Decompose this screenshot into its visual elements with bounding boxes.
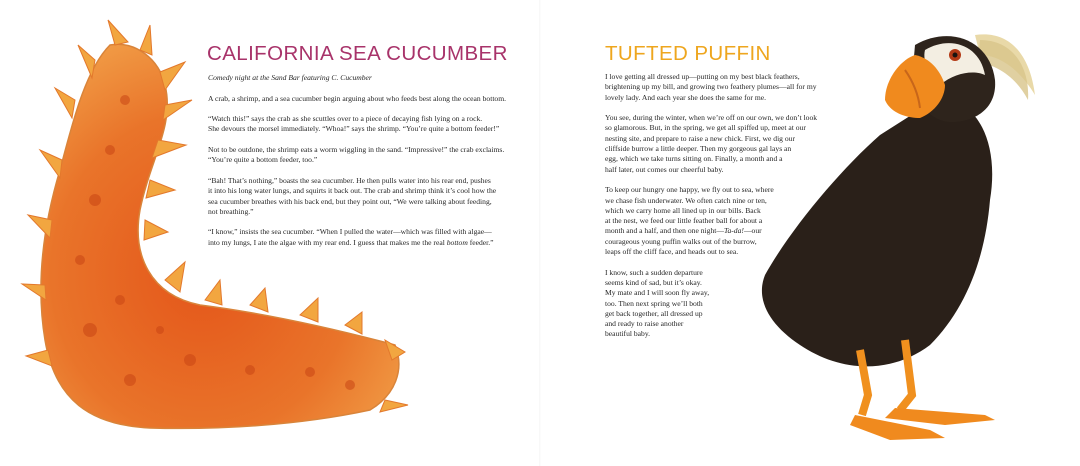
text-line: She devours the morsel immediately. “Whoa!” says the shrimp. “You’re quite a bottom feeder!”	[208, 124, 500, 134]
text-line: it into his long water lungs, and squirts it back out. The crab and shrimp think it’s cool how the	[208, 186, 497, 196]
text-line: we chase fish underwater. We often catch nine or ten,	[605, 195, 767, 205]
text-line: “Watch this!” says the crab as she scuttles over to a piece of decaying fish lying on a rock.	[208, 114, 483, 124]
text-line: which we carry home all lined up in our bills. Back	[605, 205, 761, 215]
emphasis-bottom: bottom	[446, 237, 468, 247]
puffin-story	[605, 72, 820, 350]
text-line: “You’re quite a bottom feeder, too.”	[208, 155, 318, 165]
text-run: feeder.”	[467, 237, 494, 247]
text-line: sea cucumber breathes with his back end, but they point out, “We were talking about feeding,	[208, 196, 492, 206]
text-line	[605, 226, 820, 236]
text-line: lovely lady. And each year she does the same for me.	[605, 92, 767, 102]
text-line	[208, 238, 508, 248]
text-run: month and a half, and then one night—	[605, 226, 724, 236]
text-line: My mate and I will soon fly away,	[605, 288, 710, 298]
text-line: leaps off the cliff face, and heads out to sea.	[605, 247, 739, 257]
cucumber-paragraph-4	[208, 176, 508, 217]
text-line: You see, during the winter, when we’re off on our own, we don’t look	[605, 113, 818, 123]
text-line: so glamorous. But, in the spring, we get all spiffed up, meet at our	[605, 123, 806, 133]
text-line: “Bah! That’s nothing,” boasts the sea cucumber. He then pulls water into his rear end, pushes	[208, 175, 491, 185]
cucumber-paragraph-1	[208, 94, 508, 104]
text-line: cliffside burrow a little deeper. Then my gorgeous gal lays an	[605, 144, 792, 154]
text-line: egg, which we take turns sitting on. Finally, a month and a	[605, 154, 783, 164]
text-line: To keep our hungry one happy, we fly out to sea, where	[605, 185, 774, 195]
cucumber-title: CALIFORNIA SEA CUCUMBER	[207, 42, 508, 65]
cucumber-story	[208, 73, 508, 258]
puffin-paragraph-1	[605, 72, 820, 103]
text-line: courageous young puffin walks out of the burrow,	[605, 236, 757, 246]
text-run: —our	[743, 226, 762, 236]
text-run: into my lungs, I ate the algae with my rear end. I guess that makes me the real	[208, 237, 445, 247]
text-line: I know, such a sudden departure	[605, 267, 703, 277]
text-line: brightening up my bill, and growing two feathery plumes—all for my	[605, 82, 817, 92]
text-line: I love getting all dressed up—putting on my best black feathers,	[605, 72, 800, 81]
cucumber-paragraph-2	[208, 114, 508, 135]
text-line: Not to be outdone, the shrimp eats a worm wiggling in the sand. “Impressive!” the crab exclaims.	[208, 145, 505, 155]
cucumber-subtitle: Comedy night at the Sand Bar featuring C. Cucumber	[208, 73, 372, 82]
puffin-paragraph-3	[605, 185, 820, 257]
text-line: “I know,” insists the sea cucumber. “When I pulled the water—which was filled with algae—	[208, 227, 492, 237]
text-line: seems kind of sad, but it’s okay.	[605, 277, 702, 287]
cucumber-paragraph-5	[208, 227, 508, 248]
text-line: get back together, all dressed up	[605, 308, 703, 318]
text-line: beautiful baby.	[605, 329, 651, 339]
text-line: and ready to raise another	[605, 319, 684, 329]
puffin-paragraph-2	[605, 113, 820, 175]
text-line: half later, out comes our cheerful baby.	[605, 164, 724, 174]
puffin-paragraph-4	[605, 268, 820, 340]
text-line: too. Then next spring we’ll both	[605, 298, 703, 308]
cucumber-paragraph-3	[208, 145, 508, 166]
puffin-title: TUFTED PUFFIN	[605, 42, 771, 65]
text-line: A crab, a shrimp, and a sea cucumber begin arguing about who feeds best along the ocean bottom.	[208, 93, 507, 103]
text-line: nesting site, and prepare to raise a new chick. First, we dig our	[605, 133, 795, 143]
emphasis-ta-da: Ta-da!	[723, 226, 744, 236]
text-line: at the nest, we feed our little feather ball for about a	[605, 216, 763, 226]
text-line: not breathing.”	[208, 206, 254, 216]
